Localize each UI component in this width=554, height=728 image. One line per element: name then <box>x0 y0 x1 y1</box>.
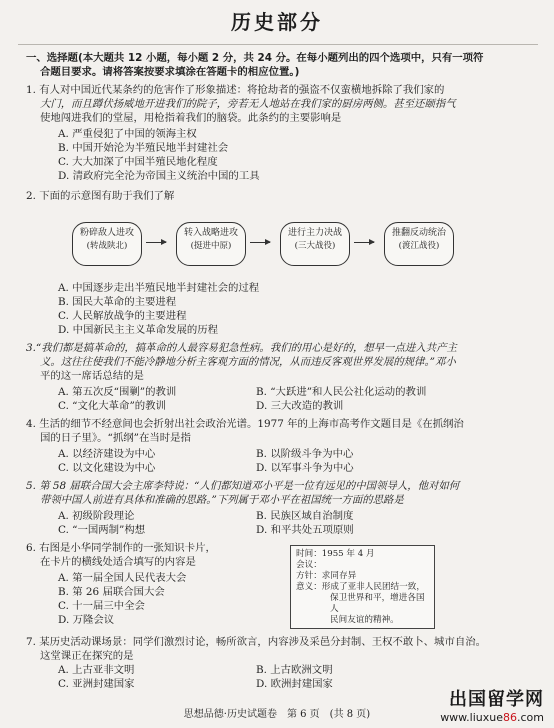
q3-option-b: B. “大跃进”和人民公社化运动的教训 <box>256 386 427 398</box>
q6-option-a: A. 第一届全国人民代表大会 <box>58 572 187 584</box>
flow-node-2 <box>176 222 246 266</box>
page-footer: 思想品德·历史试题卷 第 6 页 (共 8 页) <box>183 709 371 720</box>
q3-stem-1: 3.“我们都是搞革命的，搞革命的人最容易犯急性病。我们的用心是好的，想早一点进入共产主 <box>26 342 457 354</box>
q5-option-b: B. 民族区域自治制度 <box>256 510 354 522</box>
q1-option-d: D. 清政府完全沦为帝国主义统治中国的工具 <box>58 170 260 182</box>
q3-option-d: D. 三大改造的教训 <box>256 400 344 412</box>
q4-option-b: B. 以阶级斗争为中心 <box>256 448 354 460</box>
q6-option-b: B. 第 26 届联合国大会 <box>58 586 165 598</box>
q3-option-c: C. “文化大革命”的教训 <box>58 400 166 412</box>
q7-option-d: D. 欧洲封建国家 <box>256 678 333 690</box>
flow-node-1-sub: (转战陕北) <box>86 241 128 251</box>
q2-option-d: D. 中国新民主主义革命发展的历程 <box>58 324 219 336</box>
q5-option-c: C. “一国两制”构想 <box>58 524 146 536</box>
q7-stem-1: 7. 某历史活动课场景：同学们激烈讨论，畅所欲言，内容涉及采邑分封制、王权不敢卜、城市自治。 <box>26 636 487 648</box>
q6-option-d: D. 万隆会议 <box>58 614 115 626</box>
flow-arrow-1 <box>146 242 166 243</box>
q4-option-c: C. 以文化建设为中心 <box>58 462 156 474</box>
flow-node-3-main: 进行主力决战 <box>287 228 342 238</box>
q2-stem: 2. 下面的示意图有助于我们了解 <box>26 190 175 202</box>
q3-option-a: A. 第五次反“围剿”的教训 <box>58 386 177 398</box>
title-divider <box>18 44 538 45</box>
q7-option-b: B. 上古欧洲文明 <box>256 664 333 676</box>
q2-option-b: B. 国民大革命的主要进程 <box>58 296 177 308</box>
flow-node-4-sub: (渡江战役) <box>398 241 440 251</box>
q2-flow-diagram <box>72 222 474 270</box>
watermark-logo <box>440 685 544 724</box>
q5-stem-1: 5. 第 58 届联合国大会主席李特说：“人们都知道邓小平是一位有远见的中国领导人，他对如何 <box>26 480 460 492</box>
card-meaning: 意义：形成了亚非人民团结一致， <box>296 582 425 592</box>
card-meaning-3: 民间友谊的精神。 <box>330 615 399 625</box>
q4-stem-2: 国的日子里》。“抓纲”在当时是指 <box>40 432 191 444</box>
card-meeting: 会议： <box>296 560 322 570</box>
q5-option-a: A. 初级阶段理论 <box>58 510 135 522</box>
instructions-line-1: 一、选择题(本大题共 12 小题，每小题 2 分，共 24 分。在每小题列出的四个选项中，只有一项符 <box>26 52 484 64</box>
q7-option-a: A. 上古亚非文明 <box>58 664 135 676</box>
card-approach: 方针：求同存异 <box>296 571 357 581</box>
q1-stem-1: 1. 有人对中国近代某条约的危害作了形象描述：将抢劫者的强盗不仅蛮横地拆除了我们家的 <box>26 84 445 96</box>
q6-stem-1: 6. 右图是小华同学制作的一张知识卡片， <box>26 542 216 554</box>
q7-stem-2: 这堂课正在探究的是 <box>40 650 134 662</box>
watermark-url-number: 86 <box>503 711 517 724</box>
flow-arrow-3 <box>354 242 374 243</box>
watermark-url-suffix: .com <box>517 711 544 724</box>
flow-node-2-main: 转入战略进攻 <box>183 228 238 238</box>
watermark-url-prefix: www.liuxue <box>440 711 503 724</box>
q1-option-c: C. 大大加深了中国半殖民地化程度 <box>58 156 218 168</box>
flow-node-1 <box>72 222 142 266</box>
q1-stem-2: 大门，而且蹲伏扬威地开进我们的院子，旁若无人地站在我们家的厨房两侧。甚至还颐指气 <box>40 98 456 110</box>
q1-option-b: B. 中国开始沦为半殖民地半封建社会 <box>58 142 229 154</box>
flow-node-2-sub: (挺进中原) <box>190 241 232 251</box>
q1-option-a: A. 严重侵犯了中国的领海主权 <box>58 128 197 140</box>
flow-arrow-2 <box>250 242 270 243</box>
card-meaning-2: 保卫世界和平，增进各国人 <box>330 593 425 614</box>
page-title: 历史部分 <box>231 10 323 34</box>
flow-node-4 <box>384 222 454 266</box>
q2-option-c: C. 人民解放战争的主要进程 <box>58 310 187 322</box>
knowledge-card <box>290 545 435 629</box>
flow-node-3 <box>280 222 350 266</box>
flow-node-1-main: 粉碎敌人进攻 <box>79 228 134 238</box>
q3-stem-3: 平的这一席话总结的是 <box>40 370 144 382</box>
card-time: 时间：1955 年 4 月 <box>296 549 375 559</box>
q5-option-d: D. 和平共处五项原则 <box>256 524 354 536</box>
q4-option-d: D. 以军事斗争为中心 <box>256 462 354 474</box>
q2-option-a: A. 中国逐步走出半殖民地半封建社会的过程 <box>58 282 260 294</box>
q1-stem-3: 使地闯进我们的堂屋，用枪指着我们的脑袋。此条约的主要影响是 <box>40 112 342 124</box>
flow-node-3-sub: (三大战役) <box>294 241 336 251</box>
q3-stem-2: 义。这往往使我们不能冷静地分析主客观方面的情况，从而违反客观世界发展的规律。”邓小 <box>40 356 456 368</box>
q7-option-c: C. 亚洲封建国家 <box>58 678 135 690</box>
instructions-line-2: 合题目要求。请将答案按要求填涂在答题卡的相应位置。) <box>40 66 300 78</box>
watermark-url <box>440 711 544 724</box>
q6-stem-2: 在卡片的横线处适合填写的内容是 <box>40 556 196 568</box>
q4-stem-1: 4. 生活的细节不经意间也会折射出社会政治光谱。1977 年的上海市高考作文题目是《在抓纲治 <box>26 418 464 430</box>
flow-node-4-main: 推翻反动统治 <box>391 228 446 238</box>
q4-option-a: A. 以经济建设为中心 <box>58 448 156 460</box>
watermark-name: 出国留学网 <box>449 689 544 710</box>
q5-stem-2: 带领中国人前进有具体和准确的思路。”下列属于邓小平在祖国统一方面的思路是 <box>40 494 404 506</box>
q6-option-c: C. 十一届三中全会 <box>58 600 145 612</box>
